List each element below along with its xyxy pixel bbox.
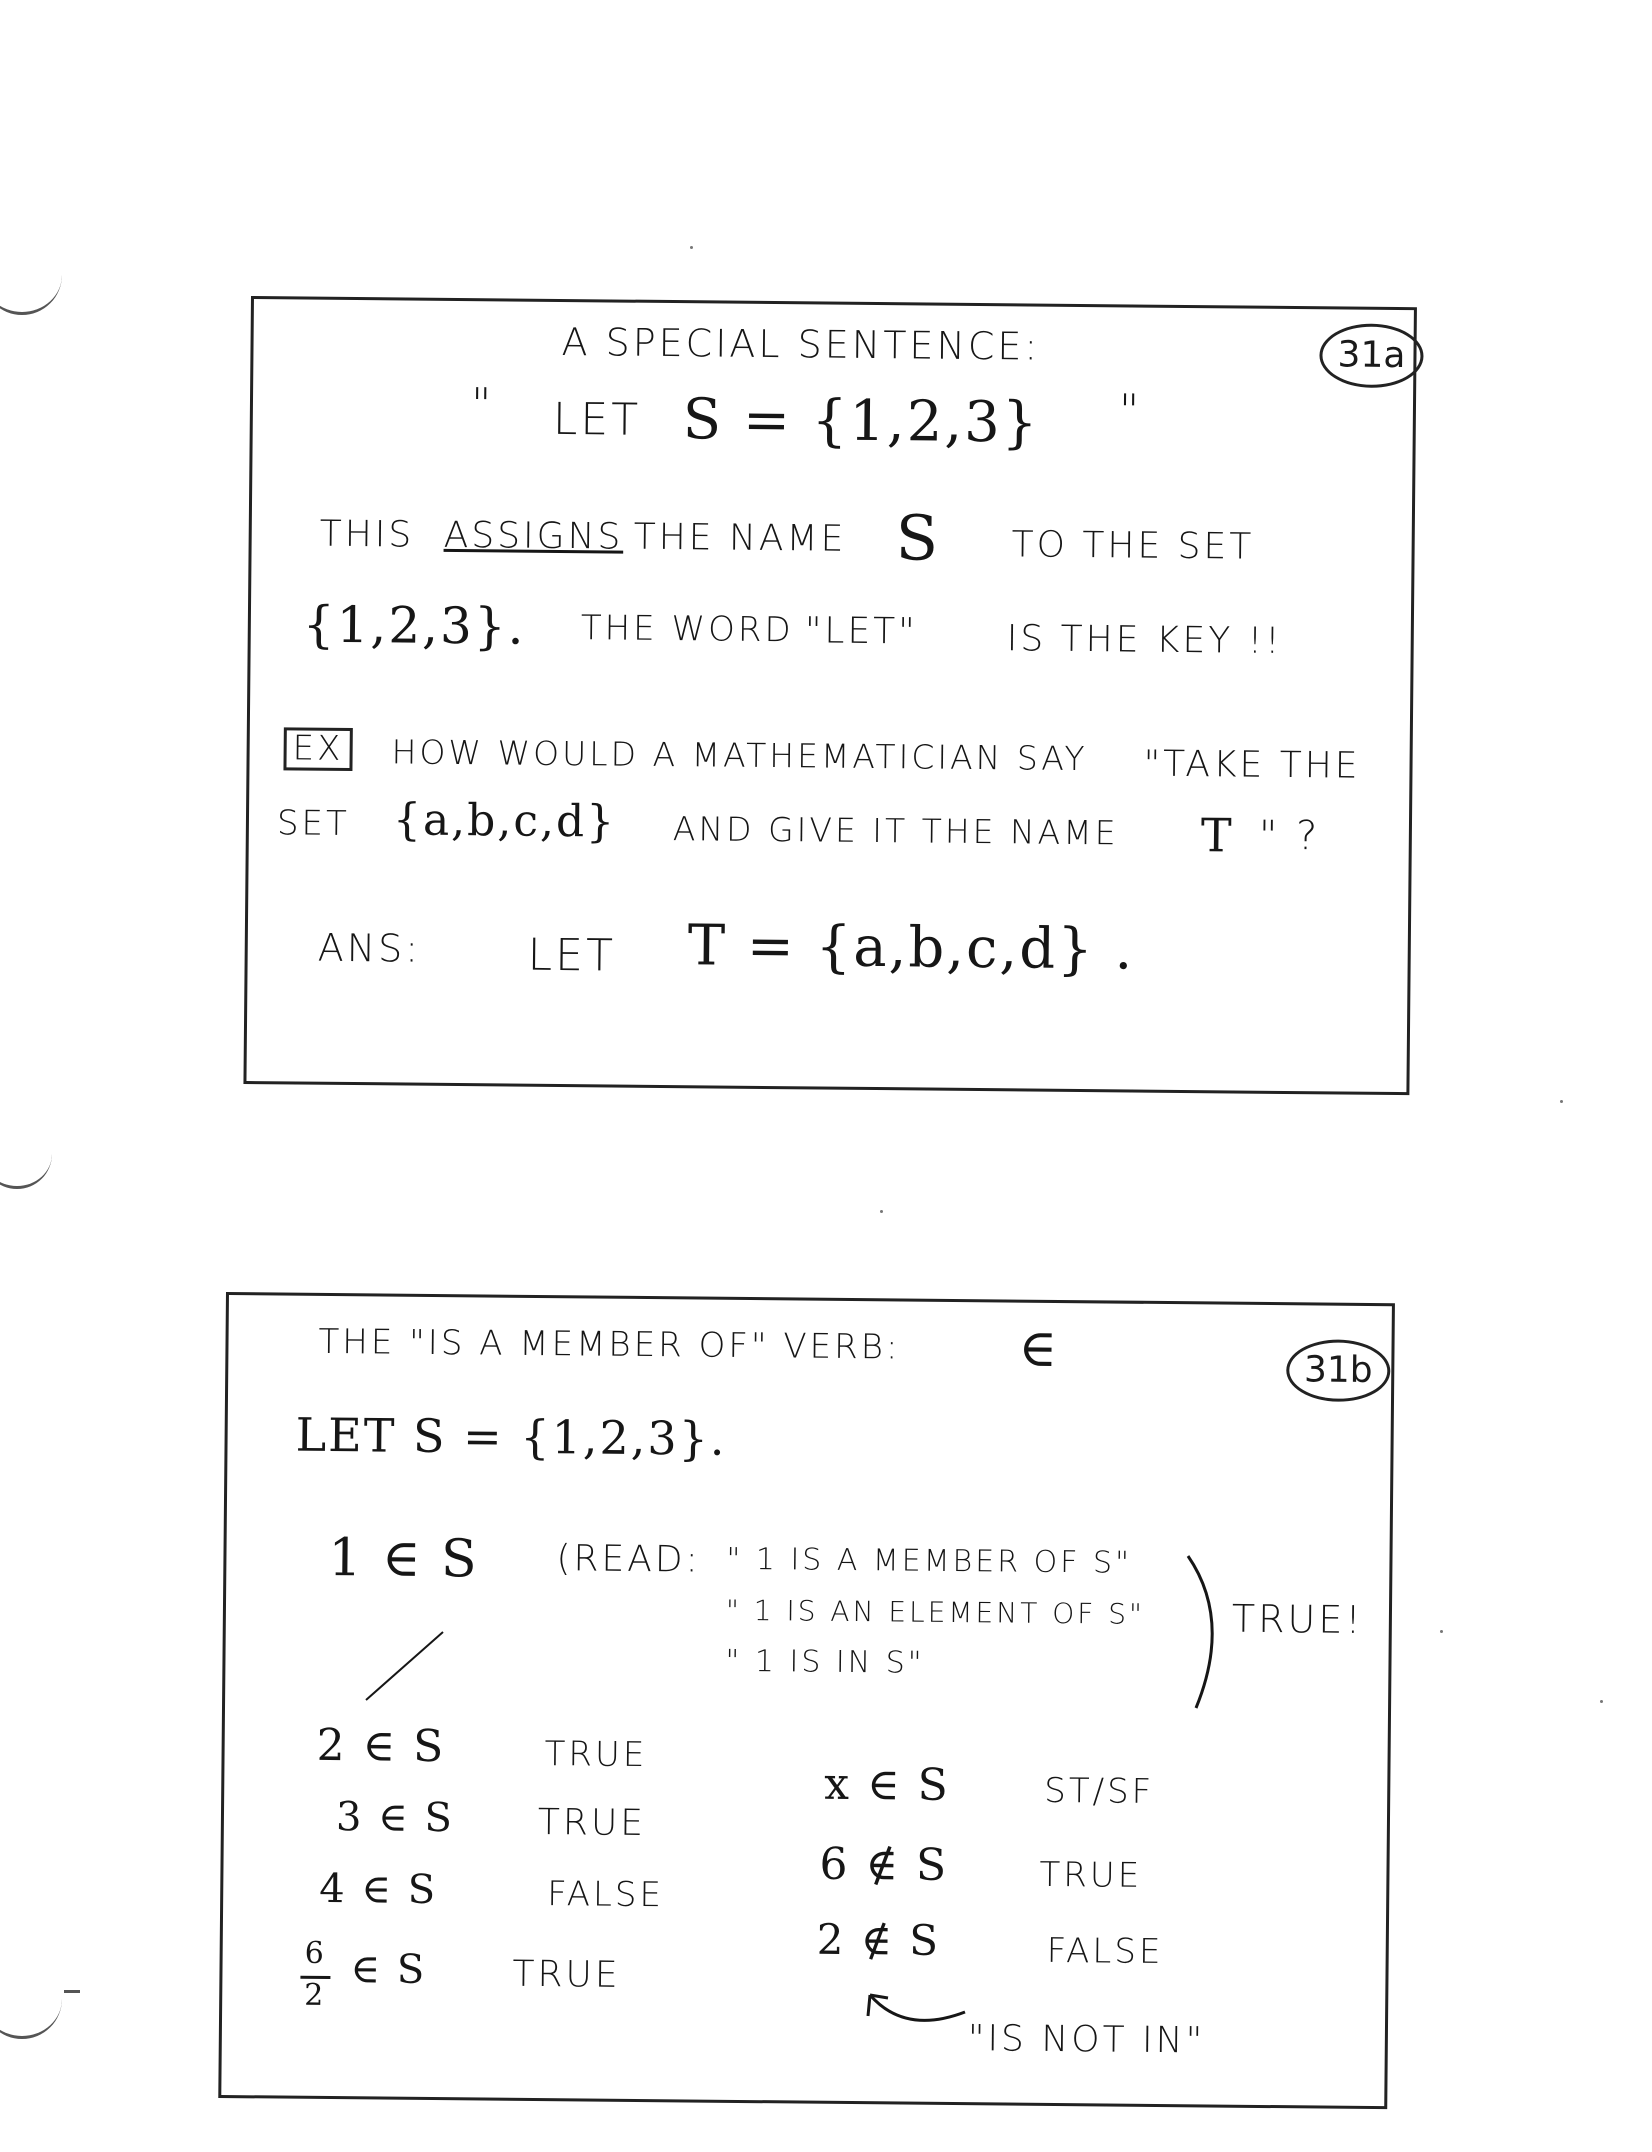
line1-the-name: THE NAME <box>633 516 847 560</box>
quote-open: " <box>470 379 495 431</box>
page-badge: 31a <box>1319 323 1424 388</box>
read-member: " 1 IS A MEMBER OF S" <box>726 1541 1133 1581</box>
read-brace <box>1188 1556 1212 1708</box>
fraction-rest: ∈ S <box>350 1946 427 1993</box>
answer-expression: T = {a,b,c,d} . <box>687 913 1135 983</box>
line1-this: THIS <box>319 513 415 556</box>
answer-label: ANS: <box>317 925 422 971</box>
line2-the-word: THE WORD <box>580 608 794 651</box>
answer-let: LET <box>527 929 617 982</box>
right-row-expr: 2 ∉ S <box>816 1914 941 1965</box>
card-title: A SPECIAL SENTENCE: <box>561 319 1041 369</box>
example-line2-t: T <box>1200 808 1234 863</box>
line2-let-quote: "LET" <box>804 610 918 653</box>
line2-is-the-key: IS THE KEY !! <box>1006 618 1283 662</box>
quote-close: " <box>1118 385 1143 437</box>
left-row-value: FALSE <box>547 1874 665 1916</box>
right-row-expr: x ∈ S <box>824 1758 951 1811</box>
tick-slash <box>366 1632 443 1700</box>
card-title: THE "IS A MEMBER OF" VERB: <box>318 1321 901 1368</box>
page-badge: 31b <box>1286 1339 1391 1402</box>
example-line2-set: {a,b,c,d} <box>392 794 617 848</box>
left-row-expr: 3 ∈ S <box>335 1794 455 1842</box>
not-in-note: "IS NOT IN" <box>967 2018 1206 2062</box>
example-line1: HOW WOULD A MATHEMATICIAN SAY <box>391 732 1088 779</box>
quote-let: LET <box>552 393 642 446</box>
read-in: " 1 IS IN S" <box>725 1643 925 1681</box>
example-line2-end: " ? <box>1258 812 1321 860</box>
example-box: EX <box>283 727 352 771</box>
left-row-value: TRUE <box>537 1802 647 1845</box>
read-element: " 1 IS AN ELEMENT OF S" <box>725 1593 1146 1631</box>
example-line2-set-word: SET <box>276 803 350 844</box>
line2-set: {1,2,3}. <box>302 595 526 656</box>
membership-statement: 1 ∈ S <box>328 1527 479 1590</box>
fraction-value: TRUE <box>512 1953 621 1996</box>
element-of-symbol: ∈ <box>1018 1318 1060 1379</box>
left-row-expr: 4 ∈ S <box>319 1865 438 1914</box>
fraction-denominator: 2 <box>304 1977 326 2013</box>
example-line2-text: AND GIVE IT THE NAME <box>672 809 1119 853</box>
line1-to-the-set: TO THE SET <box>1011 524 1255 568</box>
read-label: (READ: <box>556 1538 701 1581</box>
right-row-value: TRUE <box>1039 1854 1143 1896</box>
quote-expression: S = {1,2,3} <box>682 387 1040 456</box>
line1-s: S <box>895 501 941 575</box>
right-row-value: ST/SF <box>1044 1770 1155 1812</box>
fraction-numerator: 6 <box>304 1935 326 1971</box>
true-exclaim: TRUE! <box>1231 1596 1364 1642</box>
not-in-arrowhead <box>868 1995 888 2016</box>
right-row-value: FALSE <box>1046 1930 1164 1973</box>
right-row-expr: 6 ∉ S <box>819 1838 949 1891</box>
example-line1-end: "TAKE THE <box>1143 743 1361 787</box>
let-set-definition: LET S = {1,2,3}. <box>295 1407 727 1466</box>
left-row-expr: 2 ∈ S <box>316 1719 446 1773</box>
line1-assigns: ASSIGNS <box>443 514 624 558</box>
left-row-value: TRUE <box>544 1734 648 1776</box>
